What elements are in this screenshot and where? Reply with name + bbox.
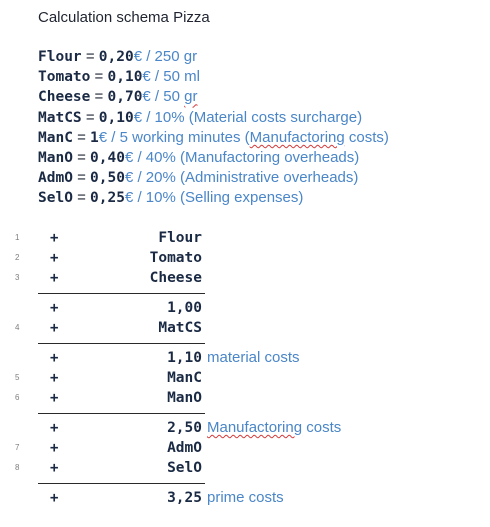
calculation-term: AdmO <box>167 440 202 456</box>
variable-name: AdmO <box>38 170 73 187</box>
plus-sign: + <box>50 460 59 476</box>
annotation-text: costs <box>302 419 342 436</box>
definition-row <box>38 168 389 188</box>
variable-basis: / 20% (Administrative overheads) <box>133 169 359 187</box>
plus-sign: + <box>50 300 59 316</box>
variable-name: ManO <box>38 149 73 166</box>
equals-sign: = <box>72 148 91 166</box>
calculation-term: 1,10 <box>167 350 202 366</box>
plus-sign: + <box>50 370 59 386</box>
calculation-row <box>0 248 490 268</box>
definition-row <box>38 128 389 148</box>
definition-row <box>38 87 389 107</box>
calculation-row <box>0 298 490 318</box>
calculation-row <box>0 318 490 338</box>
calculation-term: Tomato <box>149 250 202 266</box>
line-number: 4 <box>15 323 20 332</box>
variable-basis: / 50 <box>150 88 185 106</box>
calculation-term: 2,50 <box>167 420 202 436</box>
variable-name: SelO <box>38 190 73 207</box>
equals-sign: = <box>90 68 108 86</box>
equals-sign: = <box>81 48 99 65</box>
variable-name: ManC <box>38 129 73 146</box>
currency-symbol: € <box>98 128 108 146</box>
variable-basis: / 5 working minutes ( <box>107 128 250 146</box>
line-number: 7 <box>15 443 20 452</box>
plus-sign: + <box>50 230 59 246</box>
variable-value: 1 <box>90 129 99 146</box>
spellcheck-word: Manufactoring <box>249 128 345 146</box>
currency-symbol: € <box>142 68 151 86</box>
plus-sign: + <box>50 250 59 266</box>
calculation-term: ManC <box>167 370 202 386</box>
line-number: 8 <box>15 463 20 472</box>
calculation-term: Flour <box>158 230 202 246</box>
variable-name: MatCS <box>38 109 82 126</box>
calculation-row <box>0 268 490 288</box>
spellcheck-word: gr <box>184 88 198 106</box>
equals-sign: = <box>90 88 108 106</box>
calculation-term: SelO <box>167 460 202 476</box>
line-number: 1 <box>15 233 20 242</box>
definition-row <box>38 47 389 67</box>
variable-value: 0,10 <box>98 109 134 126</box>
equals-sign: = <box>72 128 91 146</box>
row-annotation <box>207 418 341 438</box>
line-number: 3 <box>15 273 20 282</box>
equals-sign: = <box>72 189 91 207</box>
line-number: 6 <box>15 393 20 402</box>
currency-symbol: € <box>124 189 134 207</box>
plus-sign: + <box>50 440 59 456</box>
calculation-row <box>0 228 490 248</box>
variable-value: 0,10 <box>107 69 143 86</box>
row-annotation <box>207 488 284 508</box>
variable-name: Cheese <box>38 89 91 106</box>
definition-row <box>38 108 389 128</box>
equals-sign: = <box>72 169 91 187</box>
currency-symbol: € <box>124 169 134 187</box>
calculation-term: MatCS <box>158 320 202 336</box>
sum-divider <box>0 408 490 418</box>
definition-row <box>38 148 389 168</box>
annotation-text: prime costs <box>207 489 284 506</box>
spellcheck-word: Manufactoring <box>207 419 303 436</box>
plus-sign: + <box>50 270 59 286</box>
line-number: 5 <box>15 373 20 382</box>
document-title: Calculation schema Pizza <box>38 9 210 26</box>
variable-value: 0,50 <box>90 170 125 187</box>
calculation-row <box>0 348 490 368</box>
plus-sign: + <box>50 420 59 436</box>
currency-symbol: € <box>124 148 134 166</box>
calculation-term: 3,25 <box>167 490 202 506</box>
currency-symbol: € <box>142 88 151 106</box>
calculation-row <box>0 368 490 388</box>
sum-divider <box>0 288 490 298</box>
calculation-row <box>0 488 490 508</box>
variable-value: 0,70 <box>107 89 143 106</box>
calculation-term: Cheese <box>149 270 202 286</box>
variable-name: Tomato <box>38 69 91 86</box>
plus-sign: + <box>50 320 59 336</box>
definition-row <box>38 188 389 208</box>
line-number: 2 <box>15 253 20 262</box>
calculation-table <box>0 228 490 508</box>
equals-sign: = <box>81 108 99 126</box>
definitions-list <box>38 47 389 209</box>
calculation-row <box>0 388 490 408</box>
plus-sign: + <box>50 390 59 406</box>
variable-basis: / 50 ml <box>150 68 200 86</box>
calculation-term: 1,00 <box>167 300 202 316</box>
annotation-text: material costs <box>207 349 300 366</box>
variable-basis: / 10% (Selling expenses) <box>133 189 304 207</box>
variable-value: 0,25 <box>90 190 125 207</box>
calculation-term: ManO <box>167 390 202 406</box>
currency-symbol: € <box>133 48 143 65</box>
plus-sign: + <box>50 350 59 366</box>
plus-sign: + <box>50 490 59 506</box>
sum-divider <box>0 338 490 348</box>
calculation-row <box>0 458 490 478</box>
row-annotation <box>207 348 300 368</box>
variable-value: 0,40 <box>90 149 125 166</box>
variable-basis: / 10% (Material costs surcharge) <box>142 108 363 126</box>
currency-symbol: € <box>133 108 143 126</box>
calculation-row <box>0 418 490 438</box>
variable-basis: / 40% (Manufactoring overheads) <box>133 148 360 166</box>
variable-name: Flour <box>38 49 82 65</box>
calculation-row <box>0 438 490 458</box>
definition-row <box>38 67 389 87</box>
sum-divider <box>0 478 490 488</box>
variable-basis-suffix: costs) <box>344 128 389 146</box>
variable-value: 0,20 <box>98 49 134 65</box>
variable-basis: / 250 gr <box>142 48 198 65</box>
